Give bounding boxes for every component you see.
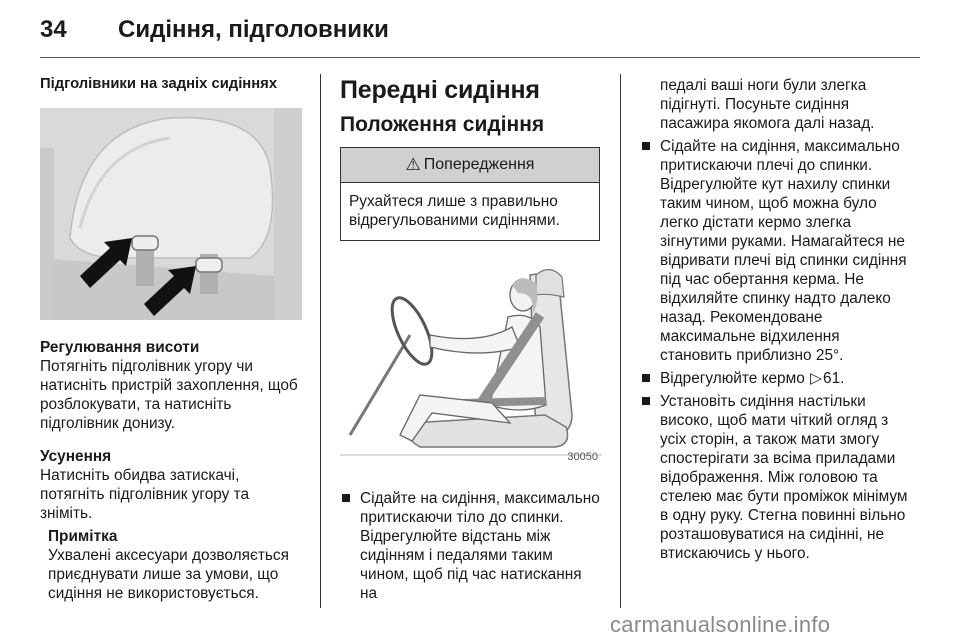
column-front-seats bbox=[340, 76, 602, 607]
bullet-text-2: Сідайте на сидіння, максимально притискаючи плечі до спинки. Відрегулюйте кут нахилу спинки таким чином, щоб можна було легко дістати кермо злегка зігнутими руками. Намагайтеся не відривати плечі від спинки сидіння під час обертання керма. Не відхиляйте спинку надто далеко назад. Рекомендоване максимальне відхилення становить приблизно 25°. bbox=[660, 138, 907, 364]
height-adjust-title: Регулювання висоти bbox=[40, 339, 200, 356]
seating-position-illustration bbox=[340, 255, 602, 467]
bullet-square-icon bbox=[642, 397, 650, 405]
subsection-heading-seat-position: Положення сидіння bbox=[340, 113, 545, 136]
header-divider bbox=[40, 57, 920, 58]
bullet-square-icon bbox=[642, 374, 650, 382]
page-header bbox=[40, 10, 920, 50]
page-reference-link[interactable]: 61. bbox=[823, 370, 845, 387]
removal-text: Натисніть обидва затискачі, потягніть підголівник угору та зніміть. bbox=[40, 467, 250, 522]
bullet-item bbox=[640, 369, 910, 388]
note-block bbox=[40, 527, 302, 603]
section-heading-rear-headrests: Підголівники на задніх сидіннях bbox=[40, 76, 278, 92]
bullet-item bbox=[640, 137, 910, 365]
page-number: 34 bbox=[40, 16, 67, 43]
warning-triangle-icon: ⚠ bbox=[405, 155, 421, 174]
bullet-item bbox=[640, 392, 910, 563]
page-title: Сидіння, підголовники bbox=[118, 16, 389, 43]
warning-header bbox=[341, 148, 599, 183]
continuation-text: педалі ваші ноги були злегка підігнуті. Посуньте сидіння пасажира якомога далі назад. bbox=[660, 77, 875, 132]
page-reference-arrow-icon: ▷ bbox=[810, 370, 822, 387]
bullet-square-icon bbox=[342, 494, 350, 502]
column-rear-headrests bbox=[40, 76, 302, 603]
note-title: Примітка bbox=[48, 528, 118, 545]
bullet-item bbox=[340, 489, 602, 603]
column-divider-2 bbox=[620, 74, 621, 608]
bullet-text-3: Відрегулюйте кермо bbox=[660, 370, 810, 387]
column-seat-continued bbox=[640, 76, 910, 567]
warning-title: Попередження bbox=[423, 156, 535, 173]
rear-headrest-photo bbox=[40, 108, 302, 320]
height-adjust-text: Потягніть підголівник угору чи натисніть пристрій захоплення, щоб розблокувати, та натисніть підголівник донизу. bbox=[40, 358, 298, 432]
warning-text: Рухайтеся лише з правильно відрегульованими сидіннями. bbox=[349, 193, 560, 229]
bullet-text-1: Сідайте на сидіння, максимально притискаючи тіло до спинки. Відрегулюйте відстань між сидінням і педалями таким чином, щоб під час натискання на bbox=[360, 490, 600, 602]
removal-title: Усунення bbox=[40, 448, 112, 465]
section-heading-front-seats: Передні сидіння bbox=[340, 76, 540, 104]
watermark: carmanualsonline.info bbox=[610, 612, 831, 637]
note-text: Ухвалені аксесуари дозволяється приєднувати лише за умови, що сидіння не використовується. bbox=[48, 547, 289, 602]
warning-box bbox=[340, 147, 600, 241]
column-divider-1 bbox=[320, 74, 321, 608]
illustration-number: 30050 bbox=[567, 451, 598, 463]
bullet-text-4: Установіть сидіння настільки високо, щоб мати чіткий огляд з усіх сторін, а також мати змогу спостерігати за всіма приладами відображення. Між головою та стелею має бути проміжок мінімум в одну руку. Стегна повинні вільно розташовуватися на сидінні, не втискаючись у нього. bbox=[660, 393, 908, 562]
bullet-square-icon bbox=[642, 142, 650, 150]
